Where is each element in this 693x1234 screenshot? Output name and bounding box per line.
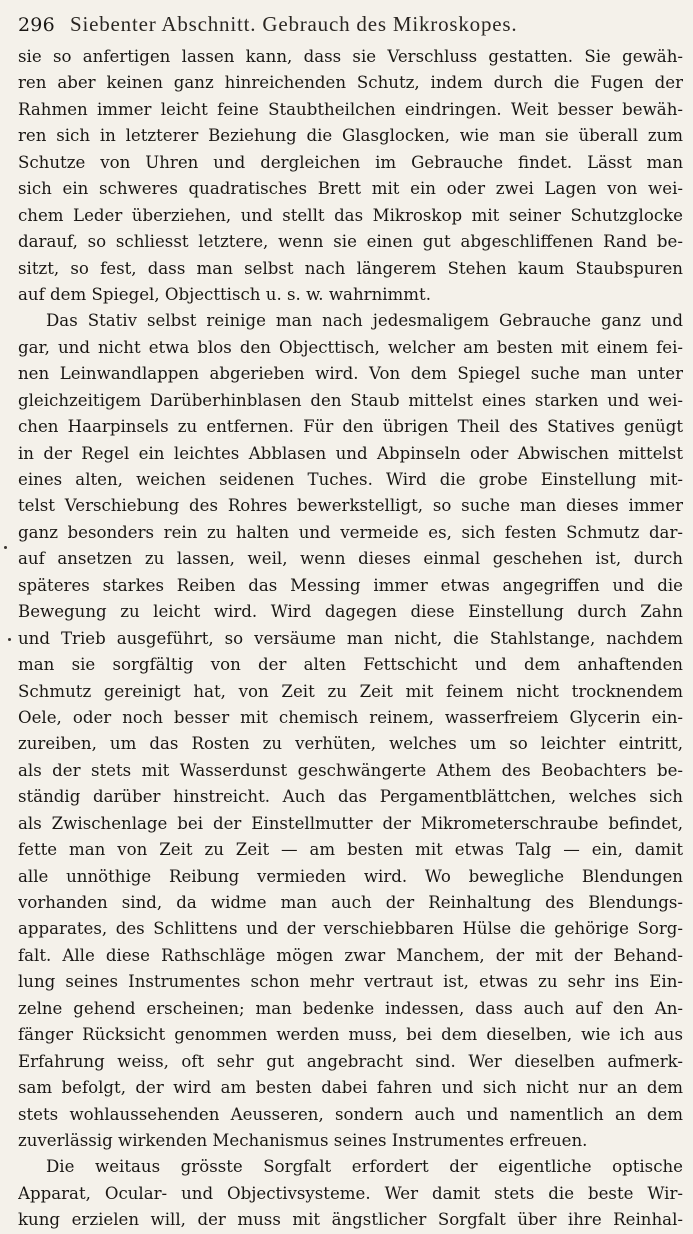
text-line: gar, und nicht etwa blos den Objecttisch, welcher am besten mit einem fei- bbox=[18, 337, 683, 357]
text-line: chen Haarpinsels zu entfernen. Für den übrigen Theil des Statives genügt bbox=[18, 417, 683, 437]
text-line: ganz besonders rein zu halten und vermeide es, sich festen Schmutz dar- bbox=[18, 522, 683, 542]
text-line: apparates, des Schlittens und der verschiebbaren Hülse die gehörige Sorg- bbox=[18, 919, 683, 939]
text-line: in der Regel ein leichtes Abblasen und Abpinseln oder Abwischen mittelst bbox=[18, 443, 683, 463]
text-line: und Trieb ausgeführt, so versäume man nicht, die Stahlstange, nachdem bbox=[18, 628, 683, 648]
text-line: telst Verschiebung des Rohres bewerkstelligt, so suche man dieses immer bbox=[18, 496, 683, 516]
text-line: lung seines Instrumentes schon mehr vertraut ist, etwas zu sehr ins Ein- bbox=[18, 972, 683, 992]
text-line: kung erzielen will, der muss mit ängstlicher Sorgfalt über ihre Reinhal- bbox=[18, 1210, 683, 1230]
text-line: vorhanden sind, da widme man auch der Reinhaltung des Blendungs- bbox=[18, 893, 683, 912]
text-line: Apparat, Ocular- und Objectivsysteme. Wer damit stets die beste Wir- bbox=[18, 1183, 683, 1203]
text-line: sich ein schweres quadratisches Brett mit ein oder zwei Lagen von wei- bbox=[18, 179, 683, 199]
text-line: Schutze von Uhren und dergleichen im Gebrauche findet. Lässt man bbox=[18, 152, 683, 172]
text-line: als der stets mit Wasserdunst geschwängerte Athem des Beobachters be- bbox=[18, 760, 683, 780]
text-line: sie so anfertigen lassen kann, dass sie Verschluss gestatten. Sie gewäh- bbox=[18, 47, 683, 66]
text-line: zuverlässig wirkenden Mechanismus seines Instrumentes erfreuen. bbox=[18, 1130, 588, 1150]
text-line: Schmutz gereinigt hat, von Zeit zu Zeit mit feinem nicht trocknendem bbox=[18, 681, 683, 701]
text-line: sitzt, so fest, dass man selbst nach längerem Stehen kaum Staubspuren bbox=[18, 258, 683, 278]
text-line: falt. Alle diese Rathschläge mögen zwar Manchem, der mit der Behand- bbox=[18, 945, 683, 965]
text-line: fänger Rücksicht genommen werden muss, bei dem dieselben, wie ich aus bbox=[18, 1025, 683, 1045]
page-body bbox=[18, 44, 683, 1234]
text-line: chem Leder überziehen, und stellt das Mikroskop mit seiner Schutzglocke bbox=[18, 205, 683, 225]
text-line: eines alten, weichen seidenen Tuches. Wird die grobe Einstellung mit- bbox=[18, 470, 683, 489]
text-line: zelne gehend erscheinen; man bedenke indessen, dass auch auf den An- bbox=[18, 998, 683, 1018]
print-speck bbox=[8, 638, 11, 641]
text-line: ständig darüber hinstreicht. Auch das Pergamentblättchen, welches sich bbox=[18, 787, 683, 807]
text-line: alle unnöthige Reibung vermieden wird. Wo bewegliche Blendungen bbox=[18, 866, 683, 886]
running-head: Siebenter Abschnitt. Gebrauch des Mikroskopes. bbox=[70, 12, 518, 36]
text-line: auf dem Spiegel, Objecttisch u. s. w. wahrnimmt. bbox=[18, 284, 431, 304]
text-line: auf ansetzen zu lassen, weil, wenn dieses einmal geschehen ist, durch bbox=[18, 549, 683, 569]
print-speck bbox=[4, 546, 7, 549]
text-line: darauf, so schliesst letztere, wenn sie einen gut abgeschliffenen Rand be- bbox=[18, 232, 683, 252]
text-line: sam befolgt, der wird am besten dabei fahren und sich nicht nur an dem bbox=[18, 1078, 683, 1098]
text-line: man sie sorgfältig von der alten Fettschicht und dem anhaftenden bbox=[18, 655, 683, 675]
text-line: späteres starkes Reiben das Messing immer etwas angegriffen und die bbox=[18, 575, 683, 595]
page-header bbox=[18, 12, 683, 42]
text-line: als Zwischenlage bei der Einstellmutter der Mikrometerschraube befindet, bbox=[18, 813, 683, 833]
text-line: nen Leinwandlappen abgerieben wird. Von dem Spiegel suche man unter bbox=[18, 364, 683, 384]
text-line: zureiben, um das Rosten zu verhüten, welches um so leichter eintritt, bbox=[18, 734, 683, 754]
text-line: Oele, oder noch besser mit chemisch reinem, wasserfreiem Glycerin ein- bbox=[18, 707, 683, 727]
text-line: gleichzeitigem Darüberhinblasen den Staub mittelst eines starken und wei- bbox=[18, 390, 683, 410]
text-line: Bewegung zu leicht wird. Wird dagegen diese Einstellung durch Zahn bbox=[18, 602, 683, 622]
text-line: Rahmen immer leicht feine Staubtheilchen eindringen. Weit besser bewäh- bbox=[18, 99, 683, 119]
text-line: Erfahrung weiss, oft sehr gut angebracht sind. Wer dieselben aufmerk- bbox=[18, 1051, 683, 1071]
text-line: Das Stativ selbst reinige man nach jedesmaligem Gebrauche ganz und bbox=[46, 311, 683, 331]
text-line: Die weitaus grösste Sorgfalt erfordert der eigentliche optische bbox=[46, 1157, 683, 1177]
text-line: ren aber keinen ganz hinreichenden Schutz, indem durch die Fugen der bbox=[18, 73, 683, 93]
text-line: ren sich in letzterer Beziehung die Glasglocken, wie man sie überall zum bbox=[18, 126, 683, 146]
text-line: stets wohlaussehenden Aeusseren, sondern auch und namentlich an dem bbox=[18, 1104, 683, 1124]
page-number: 296 bbox=[18, 14, 55, 36]
text-line: fette man von Zeit zu Zeit — am besten mit etwas Talg — ein, damit bbox=[18, 840, 683, 860]
